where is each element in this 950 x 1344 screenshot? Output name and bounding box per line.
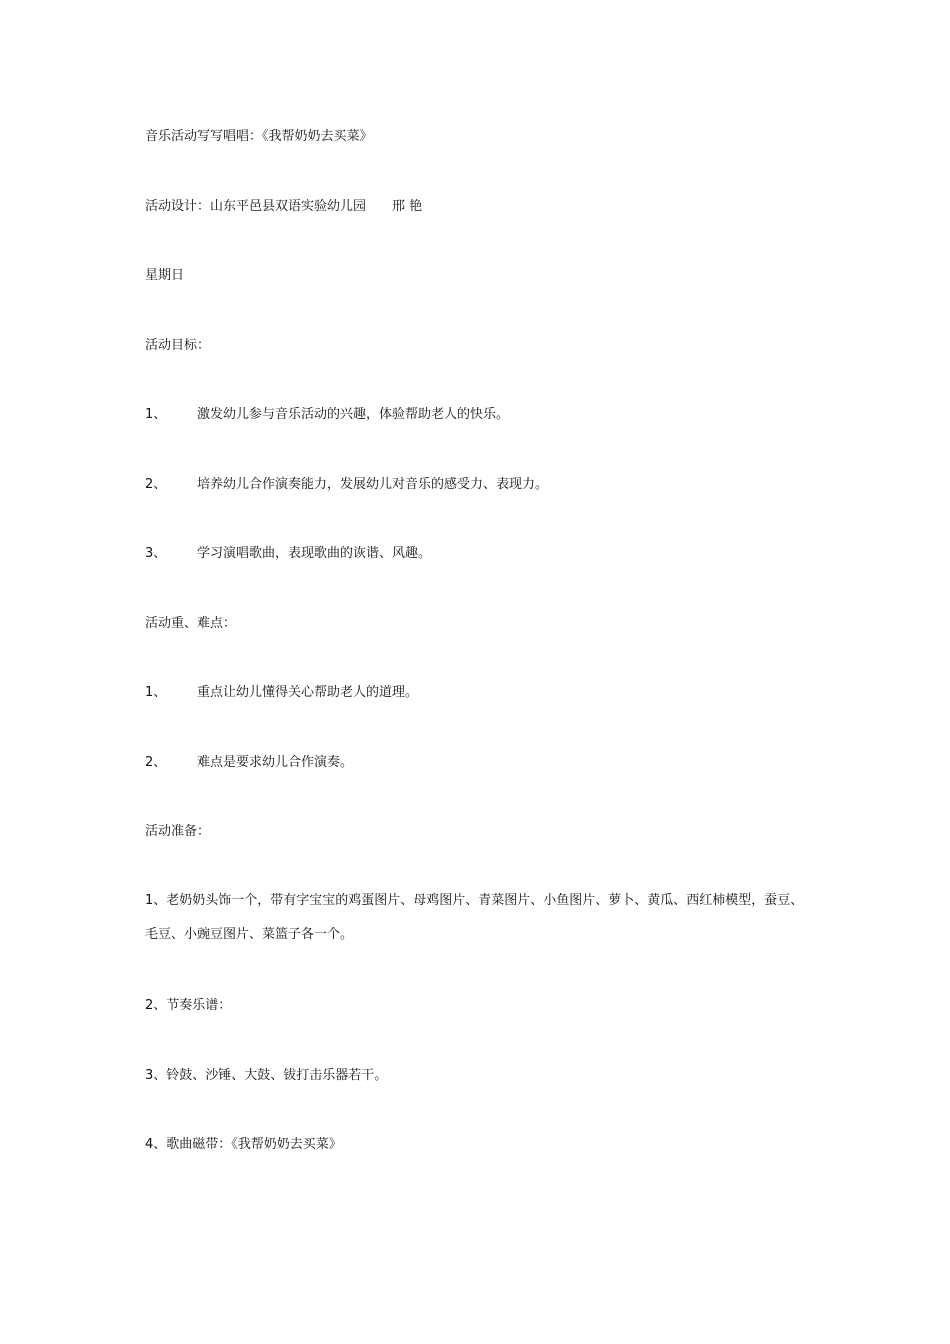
preparation-heading: 活动准备：: [145, 824, 211, 839]
preparation-item: 2、节奏乐谱：: [145, 998, 232, 1013]
preparation-item: 3、铃鼓、沙锤、大鼓、钹打击乐器若干。: [145, 1068, 388, 1083]
goal-item: [145, 406, 509, 424]
keypoint-number: 2、: [145, 755, 167, 770]
day-label: 星期日: [145, 268, 185, 283]
goal-number: 1、: [145, 407, 167, 422]
goal-text: 培养幼儿合作演奏能力，发展幼儿对音乐的感受力、表现力。: [197, 477, 549, 492]
keypoint-item: [145, 684, 418, 702]
keypoint-number: 1、: [145, 685, 167, 700]
goal-text: 激发幼儿参与音乐活动的兴趣，体验帮助老人的快乐。: [197, 407, 510, 422]
keypoints-heading: 活动重、难点：: [145, 616, 237, 631]
goal-item: [145, 476, 548, 494]
activity-designer: 活动设计：山东平邑县双语实验幼儿园 邢 艳: [145, 199, 423, 214]
document-title: 音乐活动写写唱唱：《我帮奶奶去买菜》: [145, 129, 373, 144]
preparation-item: 4、歌曲磁带：《我帮奶奶去买菜》: [145, 1137, 342, 1152]
goal-item: [145, 545, 431, 563]
goal-number: 2、: [145, 477, 167, 492]
goal-text: 学习演唱歌曲，表现歌曲的诙谐、风趣。: [197, 546, 432, 561]
goals-heading: 活动目标：: [145, 338, 211, 353]
keypoint-item: [145, 754, 353, 772]
goal-number: 3、: [145, 546, 167, 561]
keypoint-text: 重点让幼儿懂得关心帮助老人的道理。: [197, 685, 419, 700]
preparation-item: 1、老奶奶头饰一个，带有字宝宝的鸡蛋图片、母鸡图片、青菜图片、小鱼图片、萝卜、黄瓜、西红柿模型，蚕豆、毛豆、小豌豆图片、菜篮子各一个。: [145, 893, 804, 942]
keypoint-text: 难点是要求幼儿合作演奏。: [197, 755, 354, 770]
